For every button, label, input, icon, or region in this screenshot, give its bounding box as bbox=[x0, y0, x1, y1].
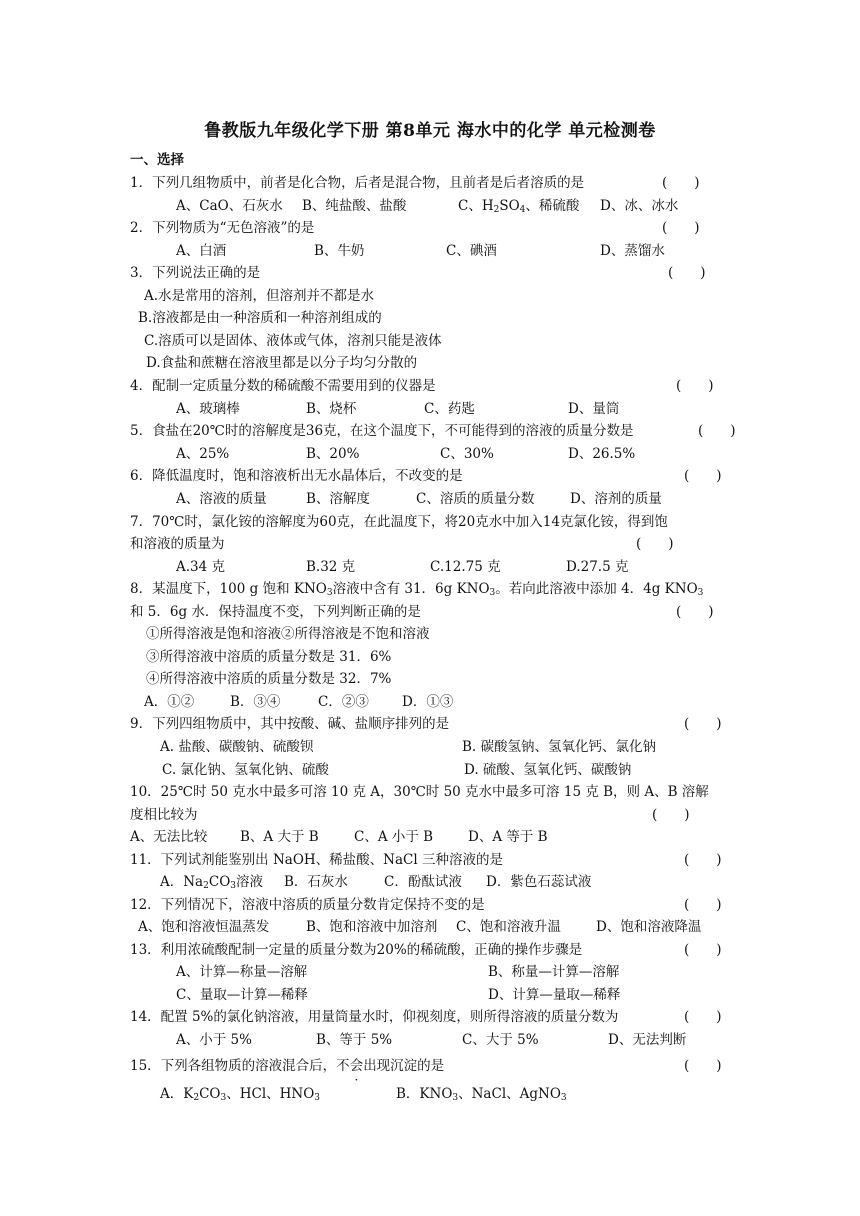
q12-option-a: A、饱和溶液恒温蒸发 bbox=[138, 919, 270, 935]
q11-answer-paren: ( ) bbox=[684, 852, 722, 868]
q8-stem-line1: 8．某温度下，100 g 饱和 $KNO_3$溶液中含有 31．6g $KNO_3$。若向此溶液中添加 4．4g $KNO_3$ bbox=[130, 581, 704, 598]
q5-option-a: A、25% bbox=[176, 446, 230, 462]
q1-option-d: D、冰、冰水 bbox=[600, 198, 679, 214]
q9-option-b: B. 碳酸氢钠、氢氧化钙、氯化钠 bbox=[462, 739, 657, 755]
q13-option-b: B、称量—计算—溶解 bbox=[488, 964, 620, 980]
q2-option-c: C、碘酒 bbox=[446, 243, 497, 259]
q8-option-a: A．①② bbox=[144, 694, 195, 710]
q10-stem-line2: 度相比较为 bbox=[130, 807, 198, 823]
q7-option-b: B.32 克 bbox=[306, 559, 356, 575]
q5-answer-paren: ( ) bbox=[698, 423, 736, 439]
q3-answer-paren: ( ) bbox=[668, 265, 706, 281]
q2-stem: 2．下列物质为“无色溶液”的是 bbox=[130, 220, 315, 236]
q11-option-b: B．石灰水 bbox=[284, 874, 348, 890]
q6-stem: 6．降低温度时，饱和溶液析出无水晶体后，不改变的是 bbox=[130, 468, 463, 484]
q12-option-d: D、饱和溶液降温 bbox=[596, 919, 702, 935]
q6-option-a: A、溶液的质量 bbox=[176, 491, 267, 507]
q1-option-c: C、$H_2SO_4$、稀硫酸 bbox=[458, 198, 580, 215]
q8-option-d: D．①③ bbox=[402, 694, 454, 710]
q2-option-d: D、蒸馏水 bbox=[600, 243, 665, 259]
q5-option-b: B、20% bbox=[306, 446, 360, 462]
q4-option-d: D、量筒 bbox=[568, 401, 620, 417]
q2-answer-paren: ( ) bbox=[662, 220, 700, 236]
q3-option-a: A.水是常用的溶剂，但溶剂并不都是水 bbox=[144, 288, 375, 304]
q11-option-c: C．酚酞试液 bbox=[384, 874, 462, 890]
q13-stem: 13．利用浓硫酸配制一定量的质量分数为20%的稀硫酸，正确的操作步骤是 bbox=[130, 942, 583, 958]
q4-option-c: C、药匙 bbox=[424, 401, 475, 417]
q6-option-c: C、溶质的质量分数 bbox=[416, 491, 535, 507]
section-heading: 一、选择 bbox=[130, 152, 184, 168]
q1-stem: 1．下列几组物质中，前者是化合物，后者是混合物，且前者是后者溶质的是 bbox=[130, 175, 585, 191]
q15-stem: 15．下列各组物质的溶液混合后，不会出现沉淀的是 bbox=[130, 1058, 445, 1074]
q5-option-d: D、26.5% bbox=[568, 446, 636, 462]
q13-option-c: C、量取—计算—稀释 bbox=[176, 987, 308, 1003]
q11-stem: 11．下列试剂能鉴别出 NaOH、稀盐酸、NaCl 三种溶液的是 bbox=[130, 852, 503, 868]
q7-option-c: C.12.75 克 bbox=[430, 559, 501, 575]
q6-option-b: B、溶解度 bbox=[306, 491, 370, 507]
q10-option-c: C、A 小于 B bbox=[354, 829, 434, 845]
q14-answer-paren: ( ) bbox=[684, 1009, 722, 1025]
q1-option-a: A、CaO、石灰水 bbox=[176, 198, 283, 214]
q15-option-b: B．$KNO_3$、NaCl、AgNO$_3$ bbox=[396, 1086, 567, 1103]
q8-option-c: C．②③ bbox=[318, 694, 369, 710]
q11-option-d: D．紫色石蕊试液 bbox=[486, 874, 592, 890]
q5-option-c: C、30% bbox=[440, 446, 494, 462]
q4-option-b: B、烧杯 bbox=[306, 401, 357, 417]
q7-stem-line1: 7．70℃时，氯化铵的溶解度为60克，在此温度下，将20克水中加入14克氯化铵，得到饱 bbox=[130, 514, 668, 530]
q3-option-c: C.溶质可以是固体、液体或气体，溶剂只能是液体 bbox=[144, 333, 442, 349]
q9-stem: 9．下列四组物质中，其中按酸、碱、盐顺序排列的是 bbox=[130, 716, 450, 732]
q13-option-a: A、计算—称量—溶解 bbox=[176, 964, 308, 980]
q2-option-b: B、牛奶 bbox=[314, 243, 365, 259]
q9-option-a: A. 盐酸、碳酸钠、硫酸钡 bbox=[160, 739, 314, 755]
q15-option-a: A．$K_2CO_3$、HCl、$HNO_3$ bbox=[160, 1086, 321, 1103]
q7-stem-line2: 和溶液的质量为 bbox=[130, 536, 225, 552]
q12-answer-paren: ( ) bbox=[684, 897, 722, 913]
q7-answer-paren: ( ) bbox=[636, 536, 674, 552]
q2-option-a: A、白酒 bbox=[176, 243, 227, 259]
q7-option-d: D.27.5 克 bbox=[566, 559, 629, 575]
q15-answer-paren: ( ) bbox=[684, 1058, 722, 1074]
q3-stem: 3．下列说法正确的是 bbox=[130, 265, 261, 281]
q5-stem: 5．食盐在20℃时的溶解度是36克，在这个温度下，不可能得到的溶液的质量分数是 bbox=[130, 423, 634, 439]
q14-option-c: C、大于 5% bbox=[462, 1032, 539, 1048]
q11-option-a: A．$Na_2CO_3$溶液 bbox=[160, 874, 263, 891]
q10-option-b: B、A 大于 B bbox=[240, 829, 319, 845]
q8-option-b: B．③④ bbox=[230, 694, 281, 710]
q6-answer-paren: ( ) bbox=[684, 468, 722, 484]
q4-stem: 4．配制一定质量分数的稀硫酸不需要用到的仪器是 bbox=[130, 378, 436, 394]
q6-option-d: D、溶剂的质量 bbox=[570, 491, 662, 507]
q12-option-b: B、饱和溶液中加溶剂 bbox=[306, 919, 438, 935]
q9-option-c: C. 氯化钠、氢氧化钠、硫酸 bbox=[162, 762, 329, 778]
q8-statement-3: ③所得溶液中溶质的质量分数是 31．6% bbox=[146, 649, 392, 665]
q8-stem-line2: 和 5．6g 水．保持温度不变，下列判断正确的是 bbox=[130, 604, 421, 620]
q14-option-d: D、无法判断 bbox=[608, 1032, 687, 1048]
q10-answer-paren: ( ) bbox=[652, 807, 690, 823]
q1-answer-paren: ( ) bbox=[662, 175, 700, 191]
q12-option-c: C、饱和溶液升温 bbox=[456, 919, 561, 935]
q10-option-d: D、A 等于 B bbox=[468, 829, 548, 845]
q3-option-b: B.溶液都是由一种溶质和一种溶剂组成的 bbox=[138, 310, 382, 326]
q4-option-a: A、玻璃棒 bbox=[176, 401, 240, 417]
emphasis-dot: 会 bbox=[349, 1058, 364, 1074]
q14-option-b: B、等于 5% bbox=[316, 1032, 393, 1048]
q8-statement-1-2: ①所得溶液是饱和溶液②所得溶液是不饱和溶液 bbox=[146, 626, 430, 642]
q12-stem: 12．下列情况下，溶液中溶质的质量分数肯定保持不变的是 bbox=[130, 897, 485, 913]
q3-option-d: D.食盐和蔗糖在溶液里都是以分子均匀分散的 bbox=[146, 355, 418, 371]
q8-answer-paren: ( ) bbox=[676, 604, 714, 620]
q10-stem-line1: 10．25℃时 50 克水中最多可溶 10 克 A，30℃时 50 克水中最多可溶 15 克 B，则 A、B 溶解 bbox=[130, 784, 709, 800]
q10-option-a: A、无法比较 bbox=[130, 829, 208, 845]
q8-statement-4: ④所得溶液中溶质的质量分数是 32．7% bbox=[146, 671, 392, 687]
q13-option-d: D、计算—量取—稀释 bbox=[488, 987, 621, 1003]
q7-option-a: A.34 克 bbox=[176, 559, 226, 575]
q9-option-d: D. 硫酸、氢氧化钙、碳酸钠 bbox=[464, 762, 632, 778]
q14-stem: 14．配置 5%的氯化钠溶液，用量筒量水时，仰视刻度，则所得溶液的质量分数为 bbox=[130, 1009, 619, 1025]
q1-option-b: B、纯盐酸、盐酸 bbox=[302, 198, 407, 214]
q14-option-a: A、小于 5% bbox=[176, 1032, 252, 1048]
q13-answer-paren: ( ) bbox=[684, 942, 722, 958]
q9-answer-paren: ( ) bbox=[684, 716, 722, 732]
page-title: 鲁教版九年级化学下册 第8单元 海水中的化学 单元检测卷 bbox=[204, 121, 656, 141]
q4-answer-paren: ( ) bbox=[676, 378, 714, 394]
